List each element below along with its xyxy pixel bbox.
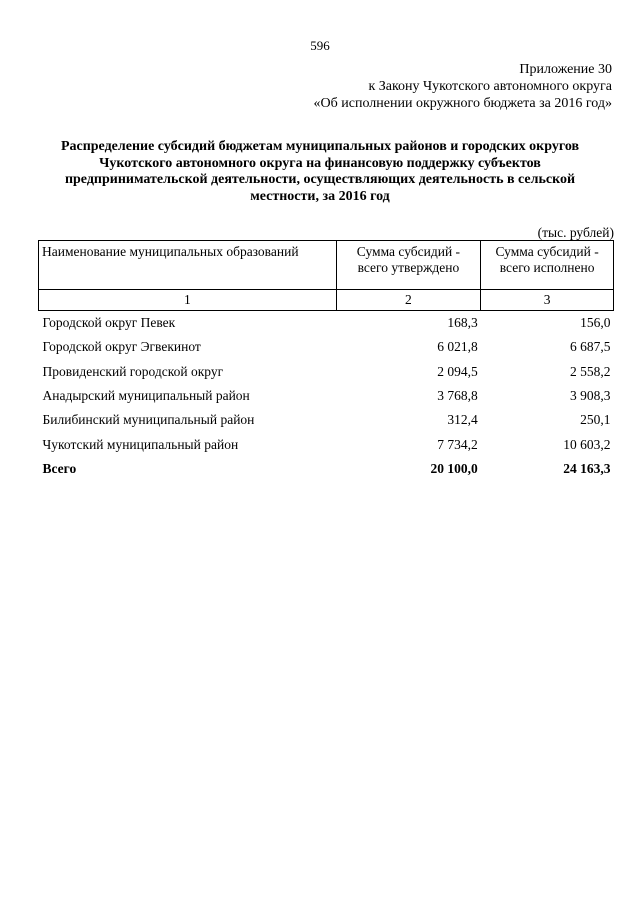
header-approved bbox=[336, 241, 481, 290]
header-approved-line1: Сумма субсидий - bbox=[356, 244, 461, 259]
table-header-row bbox=[39, 241, 614, 290]
row-executed: 10 603,2 bbox=[563, 436, 611, 452]
header-approved-line2: всего утверждено bbox=[357, 260, 460, 275]
appendix-reference bbox=[314, 61, 612, 112]
row-approved: 6 021,8 bbox=[437, 339, 478, 355]
subsidies-table bbox=[38, 240, 614, 481]
column-number-row bbox=[39, 290, 614, 311]
row-executed: 250,1 bbox=[580, 412, 611, 428]
appendix-line: к Закону Чукотского автономного округа bbox=[368, 79, 612, 94]
total-approved: 20 100,0 bbox=[430, 460, 478, 476]
row-approved: 7 734,2 bbox=[437, 436, 478, 452]
column-number: 1 bbox=[39, 290, 337, 311]
column-number: 3 bbox=[481, 290, 614, 311]
row-name: Городской округ Певек bbox=[42, 315, 176, 331]
total-label: Всего bbox=[42, 460, 77, 476]
row-name: Анадырский муниципальный район bbox=[42, 388, 250, 404]
header-executed-line1: Сумма субсидий - bbox=[495, 244, 599, 259]
units-label: (тыс. рублей) bbox=[537, 225, 614, 240]
header-executed bbox=[481, 241, 614, 290]
header-executed-line2: всего исполнено bbox=[499, 260, 595, 275]
document-title bbox=[30, 139, 610, 205]
page-number: 596 bbox=[310, 38, 330, 53]
row-name: Билибинский муниципальный район bbox=[42, 412, 255, 428]
row-executed: 6 687,5 bbox=[570, 339, 611, 355]
appendix-line: Приложение 30 bbox=[519, 62, 612, 77]
row-executed: 3 908,3 bbox=[570, 388, 611, 404]
table-row bbox=[39, 335, 614, 359]
table-row bbox=[39, 408, 614, 432]
row-executed: 2 558,2 bbox=[570, 363, 611, 379]
row-approved: 2 094,5 bbox=[437, 363, 478, 379]
title-line: Чукотского автономного округа на финансовую поддержку субъектов bbox=[99, 155, 541, 171]
title-line: Распределение субсидий бюджетам муниципальных районов и городских округов bbox=[60, 139, 580, 154]
row-approved: 168,3 bbox=[447, 315, 478, 331]
row-approved: 3 768,8 bbox=[437, 388, 478, 404]
table-row bbox=[39, 360, 614, 384]
column-number: 2 bbox=[336, 290, 481, 311]
title-line: местности, за 2016 год bbox=[250, 188, 390, 204]
row-name: Чукотский муниципальный район bbox=[42, 436, 239, 452]
row-name: Городской округ Эгвекинот bbox=[42, 339, 201, 355]
table-row bbox=[39, 432, 614, 456]
table-row bbox=[39, 311, 614, 336]
appendix-line: «Об исполнении окружного бюджета за 2016 год» bbox=[313, 96, 612, 111]
table-total-row bbox=[39, 457, 614, 481]
total-executed: 24 163,3 bbox=[563, 460, 611, 476]
row-name: Провиденский городской округ bbox=[42, 363, 224, 379]
table-row bbox=[39, 384, 614, 408]
header-municipality: Наименование муниципальных образований bbox=[39, 241, 337, 290]
title-line: предпринимательской деятельности, осуществляющих деятельность в сельской bbox=[64, 172, 576, 187]
row-executed: 156,0 bbox=[580, 315, 611, 331]
row-approved: 312,4 bbox=[447, 412, 478, 428]
